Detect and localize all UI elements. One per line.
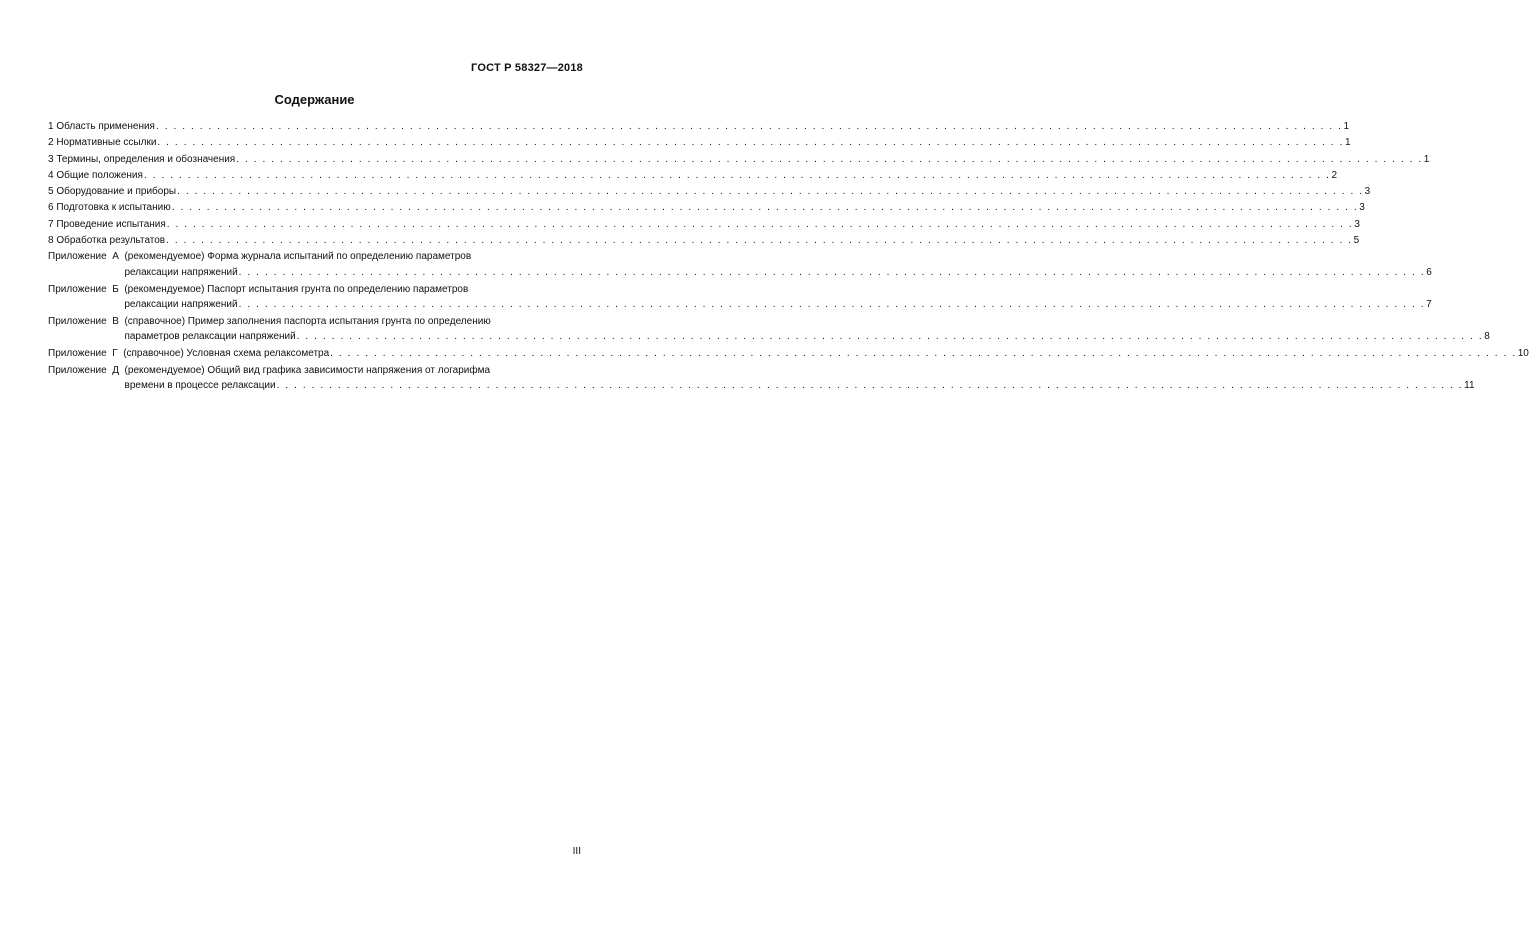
toc-entry-appendix-g[interactable] [48, 346, 1529, 362]
appendix-title: (справочное) Условная схема релаксометра [123, 348, 330, 360]
toc-entry-page: 10 [1517, 348, 1529, 360]
dot-leader [239, 298, 1426, 311]
dot-leader [177, 184, 1364, 200]
toc-entry-page: 3 [1354, 218, 1360, 230]
page-number: III [572, 846, 581, 857]
appendix-title: (рекомендуемое) Паспорт испытания грунта по определению параметров [124, 283, 469, 295]
toc-entry-title: 7 Проведение испытания [48, 218, 166, 230]
appendix-label: Приложение Г [48, 348, 124, 360]
appendix-label: Приложение А [48, 251, 125, 263]
toc-entry-page: 1 [1343, 121, 1350, 132]
toc-entry-page: 3 [1359, 202, 1365, 214]
toc-entry-title: 3 Термины, определения и обозначения [48, 153, 236, 165]
toc-entry-title: 6 Подготовка к испытанию [48, 202, 171, 214]
appendix-title-cont: параметров релаксации напряжений [124, 331, 296, 343]
dot-leader [144, 168, 1331, 184]
toc-entry-appendix-a[interactable] [48, 249, 1432, 281]
appendix-title: (рекомендуемое) Форма журнала испытаний по определению параметров [124, 251, 472, 263]
toc-entry-section-4[interactable] [48, 168, 1338, 184]
dot-leader [297, 330, 1484, 343]
appendix-title: (справочное) Пример заполнения паспорта испытания грунта по определению [124, 315, 491, 327]
dot-leader [157, 135, 1344, 151]
toc-entry-section-7[interactable] [48, 217, 1360, 233]
toc-entry-section-2[interactable] [48, 135, 1351, 151]
toc-entry-appendix-b[interactable] [48, 282, 1432, 314]
appendix-title-cont: релаксации напряжений [124, 266, 238, 278]
toc-entry-page: 1 [1344, 137, 1351, 149]
dot-leader [277, 379, 1464, 392]
appendix-label: Приложение Д [48, 364, 125, 376]
toc-entry-section-6[interactable] [48, 200, 1365, 216]
appendix-title-cont: релаксации напряжений [124, 298, 238, 310]
appendix-title: (рекомендуемое) Общий вид графика зависимости напряжения от логарифма [124, 364, 491, 376]
toc-entry-page: 11 [1464, 379, 1475, 391]
toc-title: Содержание [274, 92, 355, 107]
toc-entry-section-1[interactable] [48, 119, 1350, 135]
appendix-label: Приложение Б [48, 283, 125, 295]
toc-entry-page: 3 [1364, 186, 1371, 198]
dot-leader [156, 119, 1343, 135]
dot-leader [239, 266, 1426, 279]
toc-entry-section-8[interactable] [48, 233, 1360, 249]
toc-entry-section-3[interactable] [48, 152, 1430, 168]
toc-entry-page: 7 [1426, 298, 1432, 310]
table-of-contents [48, 119, 1529, 395]
toc-entry-page: 1 [1423, 153, 1430, 165]
toc-entry-appendix-v[interactable] [48, 314, 1490, 346]
dot-leader [172, 200, 1359, 216]
document-code: ГОСТ Р 58327—2018 [471, 62, 583, 74]
toc-entry-appendix-d[interactable] [48, 363, 1475, 395]
toc-entry-section-5[interactable] [48, 184, 1371, 200]
dot-leader [236, 152, 1423, 168]
toc-entry-page: 6 [1426, 266, 1432, 278]
toc-entry-title: 8 Обработка результатов [48, 235, 166, 247]
toc-entry-title: 1 Область применения [48, 121, 155, 132]
dot-leader [166, 233, 1353, 249]
toc-entry-title: 2 Нормативные ссылки [48, 137, 157, 149]
dot-leader [330, 346, 1517, 362]
appendix-label: Приложение В [48, 315, 125, 327]
toc-entry-page: 5 [1353, 235, 1360, 247]
dot-leader [167, 217, 1354, 233]
toc-entry-title: 4 Общие положения [48, 169, 143, 181]
toc-entry-page: 8 [1484, 331, 1490, 343]
toc-entry-page: 2 [1331, 169, 1338, 181]
toc-entry-title: 5 Оборудование и приборы [48, 186, 177, 198]
appendix-title-cont: времени в процессе релаксации [124, 379, 276, 391]
